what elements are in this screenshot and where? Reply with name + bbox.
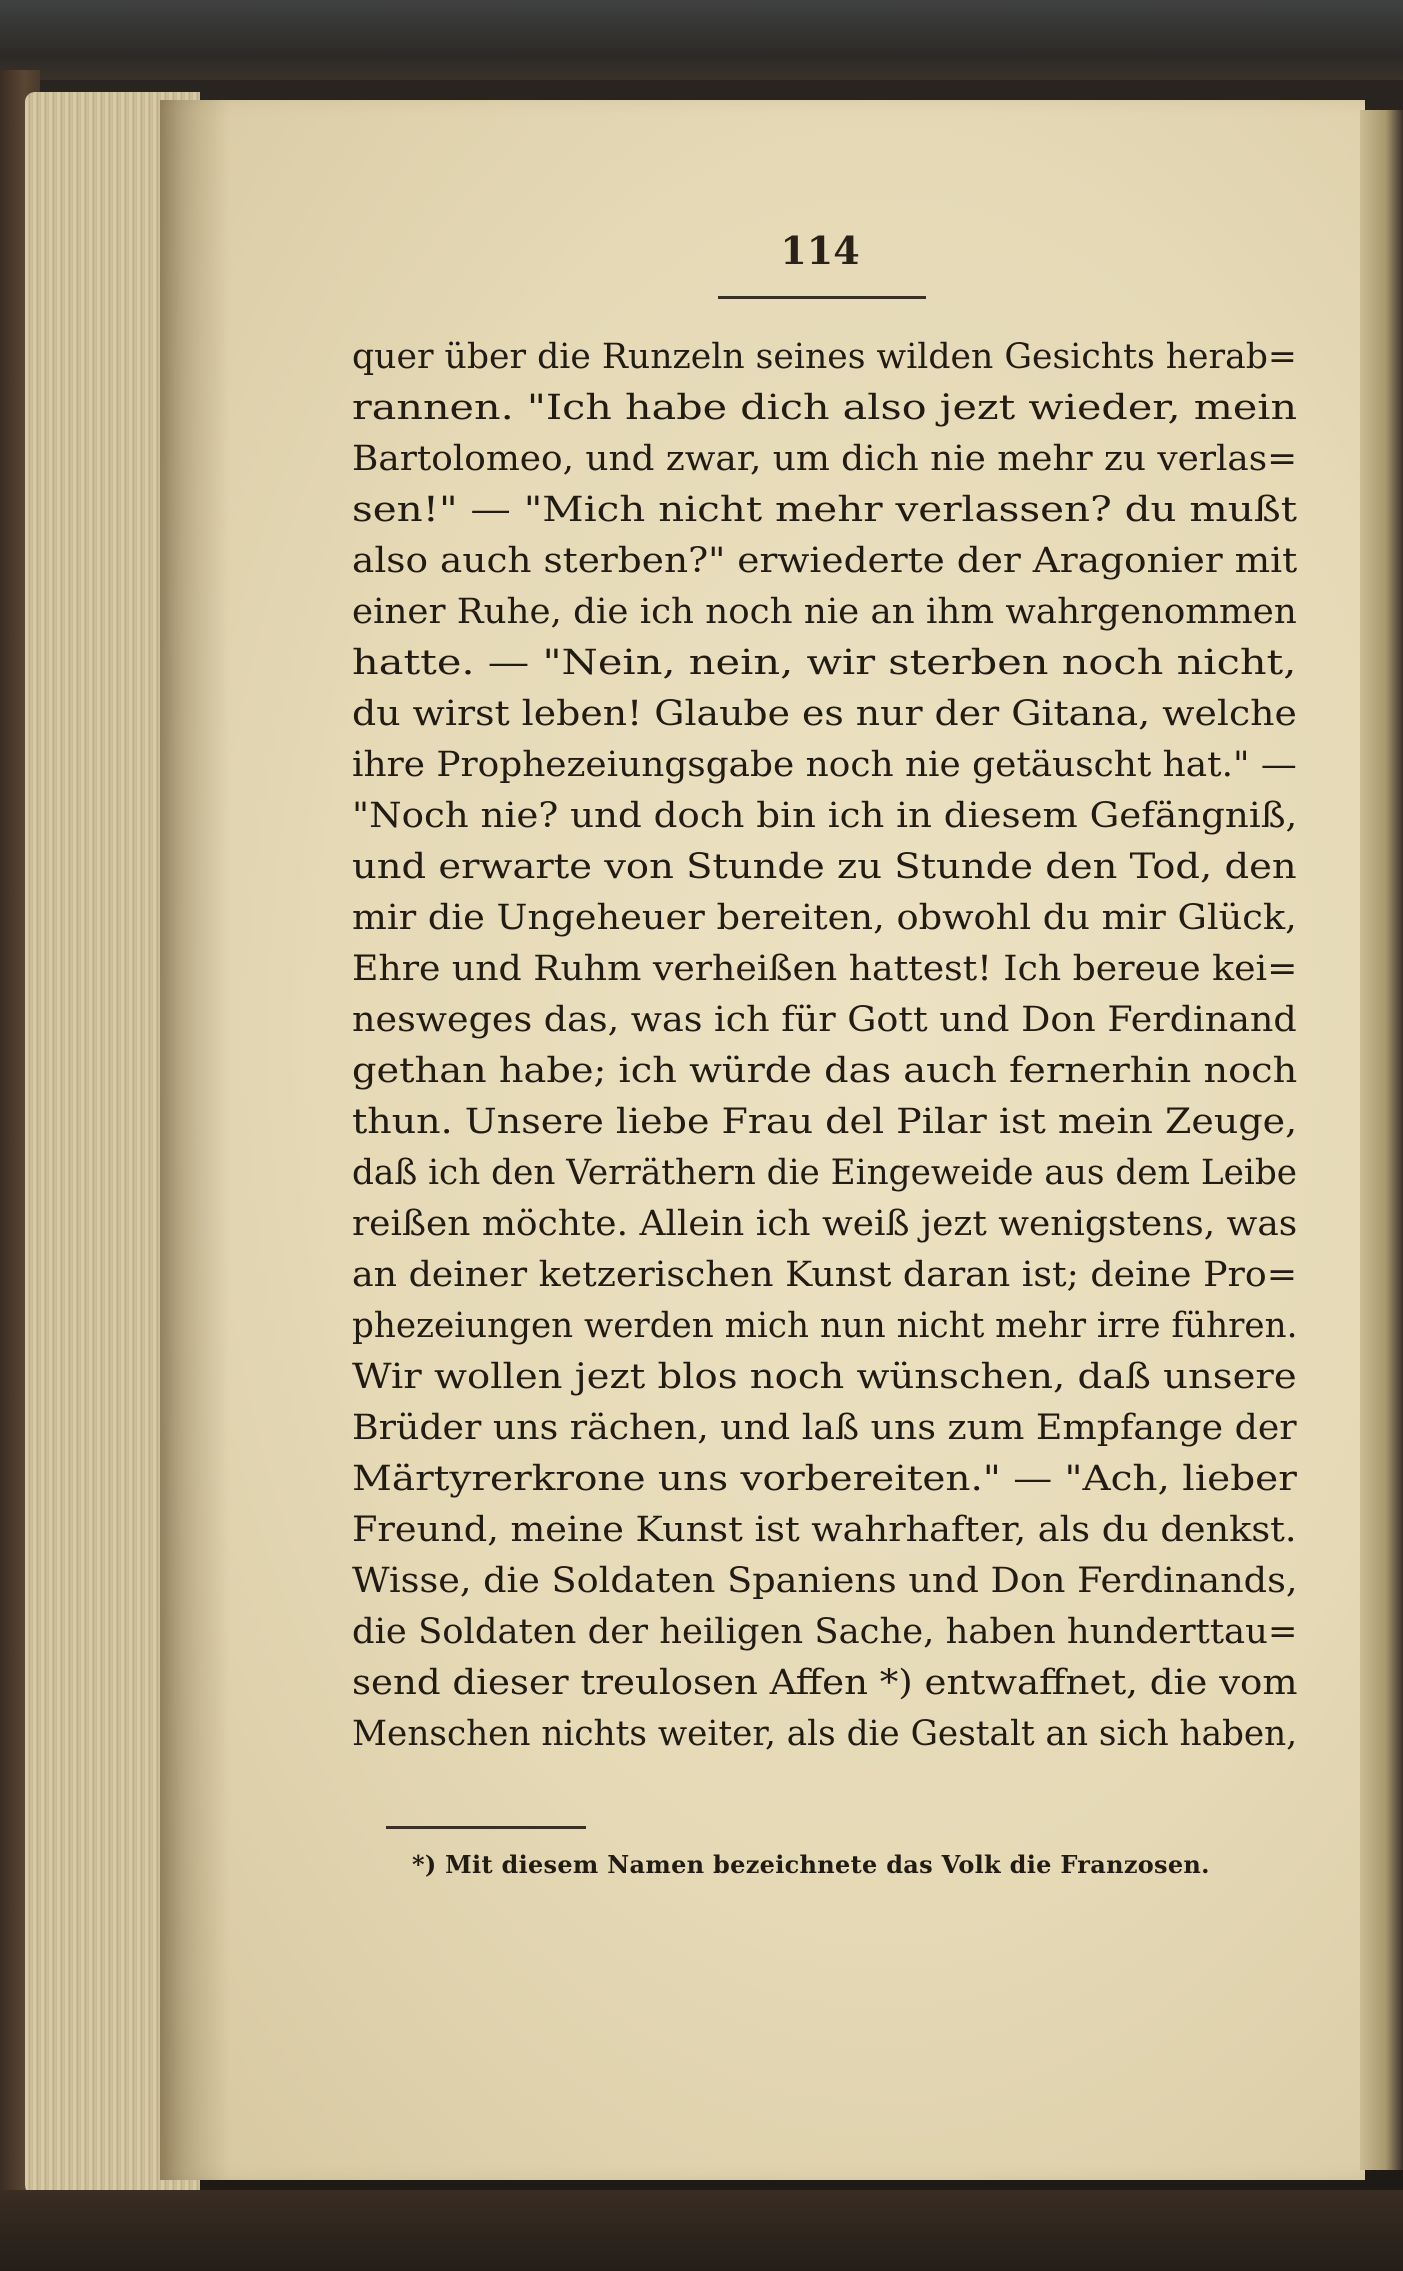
body-text: [352, 332, 1302, 1760]
book-right-edge: [1360, 110, 1403, 2170]
text-line: Bartolomeo, und zwar, um dich nie mehr zu verlas=: [352, 439, 1298, 479]
text-line: und erwarte von Stunde zu Stunde den Tod, den: [352, 847, 1297, 887]
footnote-rule: [386, 1826, 586, 1829]
text-line: rannen. "Ich habe dich also jezt wieder, mein: [352, 388, 1298, 428]
text-line: nesweges das, was ich für Gott und Don Ferdinand: [352, 1000, 1297, 1040]
text-line: ihre Prophezeiungsgabe noch nie getäuscht hat." —: [352, 745, 1297, 785]
text-line: du wirst leben! Glaube es nur der Gitana, welche: [352, 694, 1297, 734]
text-line: einer Ruhe, die ich noch nie an ihm wahrgenommen: [352, 592, 1297, 632]
text-line: gethan habe; ich würde das auch fernerhin noch: [352, 1051, 1298, 1091]
text-line: an deiner ketzerischen Kunst daran ist; deine Pro=: [352, 1255, 1298, 1295]
book-bottom-edge: [0, 2190, 1403, 2271]
book-top-edge: [0, 0, 1403, 80]
text-line: sen!" — "Mich nicht mehr verlassen? du mußt: [352, 490, 1298, 530]
text-line: phezeiungen werden mich nun nicht mehr irre führen.: [352, 1306, 1298, 1346]
text-line: quer über die Runzeln seines wilden Gesichts herab=: [352, 337, 1297, 377]
gutter-shadow: [160, 100, 230, 2180]
text-line: "Noch nie? und doch bin ich in diesem Gefängniß,: [352, 796, 1298, 836]
footnote: *) Mit diesem Namen bezeichnete das Volk die Franzosen.: [412, 1850, 1210, 1879]
text-line: Wir wollen jezt blos noch wünschen, daß unsere: [352, 1357, 1297, 1397]
text-line: daß ich den Verräthern die Eingeweide aus dem Leibe: [352, 1153, 1298, 1193]
text-line: Märtyrerkrone uns vorbereiten." — "Ach, lieber: [352, 1459, 1297, 1499]
page-number: 114: [780, 228, 860, 273]
text-line: Freund, meine Kunst ist wahrhafter, als du denkst.: [352, 1510, 1297, 1550]
text-line: Wisse, die Soldaten Spaniens und Don Ferdinands,: [352, 1561, 1298, 1601]
header-rule: [718, 296, 926, 299]
text-line: Menschen nichts weiter, als die Gestalt an sich haben,: [352, 1714, 1298, 1754]
text-line: also auch sterben?" erwiederte der Aragonier mit: [352, 541, 1298, 581]
text-line: die Soldaten der heiligen Sache, haben hunderttau=: [352, 1612, 1298, 1652]
text-line: hatte. — "Nein, nein, wir sterben noch nicht,: [352, 643, 1297, 683]
text-line: reißen möchte. Allein ich weiß jezt wenigstens, was: [352, 1204, 1298, 1244]
text-line: send dieser treulosen Affen *) entwaffnet, die vom: [352, 1663, 1298, 1703]
text-line: Brüder uns rächen, und laß uns zum Empfange der: [352, 1408, 1297, 1448]
text-line: Ehre und Ruhm verheißen hattest! Ich bereue kei=: [352, 949, 1298, 989]
text-line: thun. Unsere liebe Frau del Pilar ist mein Zeuge,: [352, 1102, 1298, 1142]
text-line: mir die Ungeheuer bereiten, obwohl du mir Glück,: [352, 898, 1297, 938]
